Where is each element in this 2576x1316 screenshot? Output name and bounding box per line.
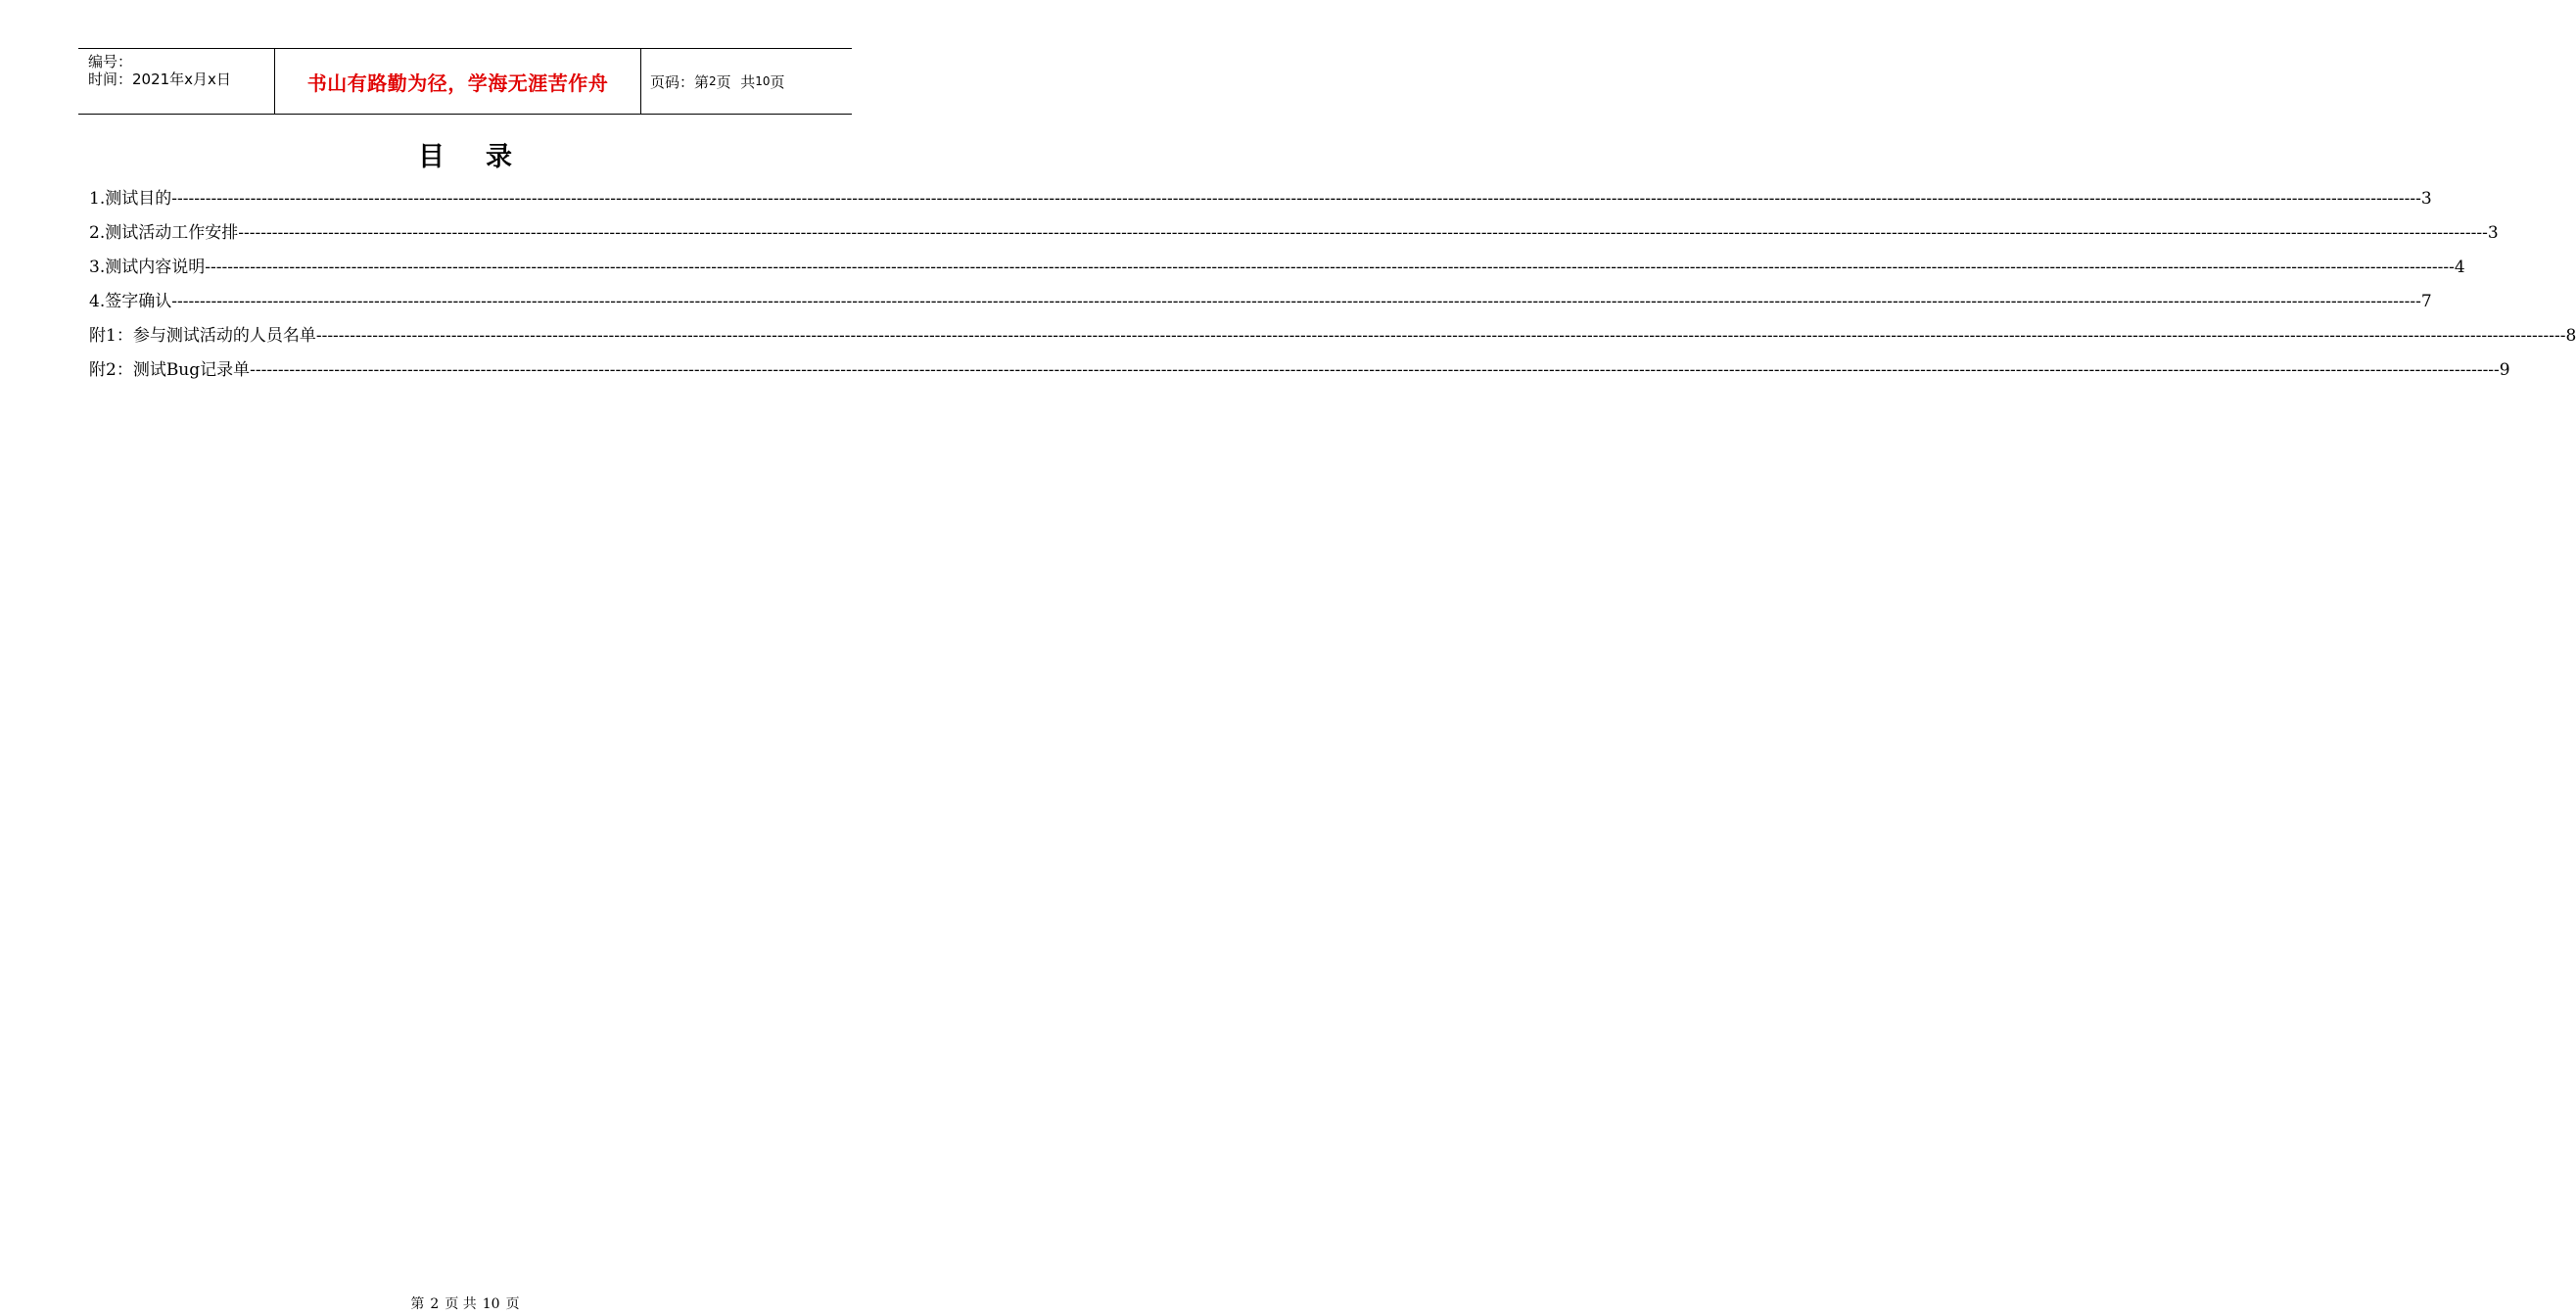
footer-prefix: 第 xyxy=(410,1296,425,1312)
toc-dot-leader: ---------------------------------------------------------------------------------------------------------------------------------------------------------------------------------------------------------------------------------------------------------------------------------------------------------------------------------------------------------------------------------------------------------------- xyxy=(315,326,2566,346)
toc-entry-page: 8 xyxy=(2565,326,2576,346)
toc-dot-leader: ---------------------------------------------------------------------------------------------------------------------------------------------------------------------------------------------------------------------------------------------------------------------------------------------------------------------------------------------------------------------------------------------------------------- xyxy=(205,258,2455,277)
toc-entry-label: 测试目的 xyxy=(105,189,172,209)
date-label: 时间：2021年x月x日 xyxy=(88,70,231,88)
toc-entry-label: 测试活动工作安排 xyxy=(105,223,239,243)
toc-title-left: 目 xyxy=(418,142,445,172)
footer-current: 2 xyxy=(430,1296,440,1312)
toc-dot-leader: ---------------------------------------------------------------------------------------------------------------------------------------------------------------------------------------------------------------------------------------------------------------------------------------------------------------------------------------------------------------------------------------------------------------- xyxy=(171,292,2421,311)
toc-entry-page: 7 xyxy=(2420,292,2432,311)
toc-entry-page: 3 xyxy=(2487,223,2499,243)
toc-entry-number: 3. xyxy=(89,258,106,277)
toc-entry-page: 9 xyxy=(2499,360,2510,380)
footer-total: 10 xyxy=(482,1296,500,1312)
header-meta-cell xyxy=(78,49,275,114)
header-motto-cell xyxy=(275,49,641,114)
document-header xyxy=(78,48,852,115)
toc-entry-page: 4 xyxy=(2454,258,2465,277)
toc-entry-label: 附2：测试Bug记录单 xyxy=(89,360,251,380)
toc-title-right: 录 xyxy=(486,142,512,172)
toc-dot-leader: ---------------------------------------------------------------------------------------------------------------------------------------------------------------------------------------------------------------------------------------------------------------------------------------------------------------------------------------------------------------------------------------------------------------- xyxy=(238,223,2488,243)
toc-entry-label: 附1：参与测试活动的人员名单 xyxy=(89,326,316,346)
toc-entry-number: 2. xyxy=(89,223,106,243)
toc-title xyxy=(0,135,930,173)
motto-text: 书山有路勤为径，学海无涯苦作舟 xyxy=(306,70,609,95)
toc-entry[interactable] xyxy=(89,218,2499,253)
toc-entry-page: 3 xyxy=(2420,189,2432,209)
toc-entry-label: 测试内容说明 xyxy=(105,258,206,277)
toc-entry[interactable] xyxy=(89,355,2510,390)
toc-entry[interactable] xyxy=(89,253,2465,287)
toc-entry-label: 签字确认 xyxy=(105,292,172,311)
table-of-contents xyxy=(89,184,2576,390)
page-label-suffix: 页 xyxy=(770,72,785,91)
toc-entry-number: 1. xyxy=(89,189,106,209)
toc-entry[interactable] xyxy=(89,184,2432,218)
page-label-prefix: 页码：第 xyxy=(650,72,710,91)
toc-entry[interactable] xyxy=(89,287,2432,321)
header-page-cell xyxy=(641,49,852,114)
toc-dot-leader: ---------------------------------------------------------------------------------------------------------------------------------------------------------------------------------------------------------------------------------------------------------------------------------------------------------------------------------------------------------------------------------------------------------------- xyxy=(171,189,2421,209)
toc-entry[interactable] xyxy=(89,321,2576,355)
toc-entry-number: 4. xyxy=(89,292,106,311)
footer-mid: 页 共 xyxy=(445,1296,477,1312)
toc-dot-leader: ---------------------------------------------------------------------------------------------------------------------------------------------------------------------------------------------------------------------------------------------------------------------------------------------------------------------------------------------------------------------------------------------------------------- xyxy=(250,360,2500,380)
number-label: 编号： xyxy=(88,53,133,70)
page-label-mid: 页 共 xyxy=(716,72,756,91)
page-total: 10 xyxy=(755,74,771,88)
footer-suffix: 页 xyxy=(505,1296,520,1312)
page-footer xyxy=(0,1293,930,1313)
page-current: 2 xyxy=(709,74,717,88)
